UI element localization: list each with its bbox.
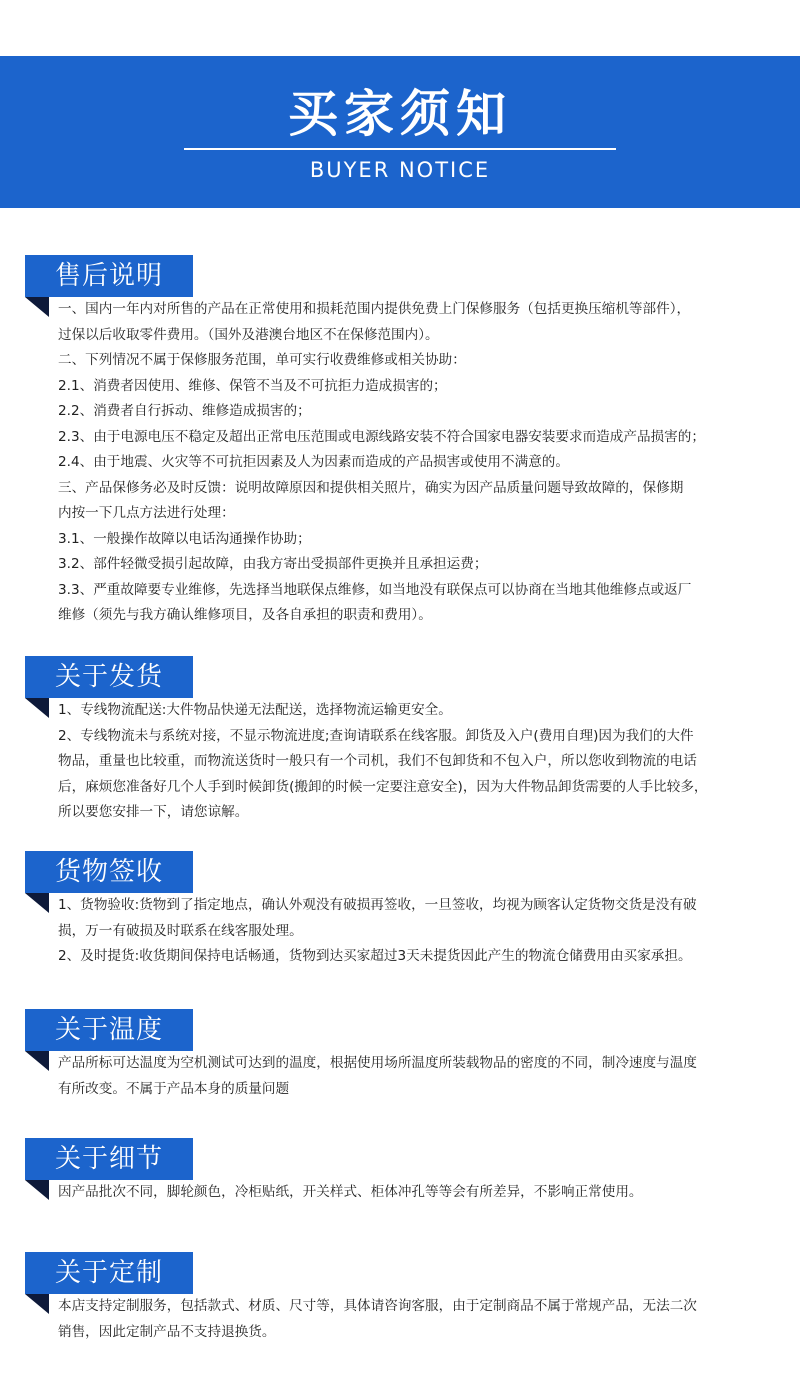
header-banner bbox=[0, 56, 800, 208]
section-title: 关于定制 bbox=[25, 1252, 193, 1294]
section-title: 关于细节 bbox=[25, 1138, 193, 1180]
section-body bbox=[58, 1294, 774, 1345]
paragraph-line: 1、货物验收:货物到了指定地点，确认外观没有破损再签收，一旦签收，均视为顾客认定货物交货是没有破 bbox=[58, 897, 697, 913]
ribbon-fold bbox=[25, 297, 49, 317]
paragraph-line: 销售，因此定制产品不支持退换货。 bbox=[58, 1323, 276, 1340]
paragraph-line: 因产品批次不同，脚轮颜色，冷柜贴纸，开关样式、柜体冲孔等等会有所差异，不影响正常使用。 bbox=[58, 1184, 643, 1200]
paragraph-line: 物品，重量也比较重，而物流送货时一般只有一个司机，我们不包卸货和不包入户，所以您收到物流的电话 bbox=[58, 753, 697, 769]
section-body bbox=[58, 1180, 774, 1206]
paragraph-line: 2、专线物流未与系统对接，不显示物流进度;查询请联系在线客服。卸货及入户(费用自理)因为我们的大件 bbox=[58, 727, 694, 744]
paragraph-line: 内按一下几点方法进行处理： bbox=[58, 505, 235, 521]
section-body bbox=[58, 698, 774, 826]
paragraph-line: 2.3、由于电源电压不稳定及超出正常电压范围或电源线路安装不符合国家电器安装要求而造成产品损害的； bbox=[58, 428, 705, 445]
ribbon-fold bbox=[25, 1180, 49, 1200]
page-title: 买家须知 bbox=[288, 85, 512, 143]
section-details bbox=[25, 1138, 775, 1226]
paragraph-line: 2、及时提货:收货期间保持电话畅通，货物到达买家超过3天未提货因此产生的物流仓储费用由买家承担。 bbox=[58, 948, 692, 964]
paragraph-line: 3.3、严重故障要专业维修，先选择当地联保点维修，如当地没有联保点可以协商在当地其他维修点或返厂 bbox=[58, 581, 692, 598]
section-title: 关于温度 bbox=[25, 1009, 193, 1051]
section-body bbox=[58, 297, 774, 629]
paragraph-line: 维修（须先与我方确认维修项目，及各自承担的职责和费用）。 bbox=[58, 607, 432, 623]
ribbon-fold bbox=[25, 1051, 49, 1071]
title-divider bbox=[184, 148, 616, 150]
paragraph-line: 2.4、由于地震、火灾等不可抗拒因素及人为因素而造成的产品损害或使用不满意的。 bbox=[58, 454, 569, 470]
paragraph-line: 本店支持定制服务，包括款式、材质、尺寸等，具体请咨询客服，由于定制商品不属于常规产品，无法二次 bbox=[58, 1298, 697, 1314]
paragraph-line: 1、专线物流配送:大件物品快递无法配送，选择物流运输更安全。 bbox=[58, 702, 452, 718]
paragraph-line: 后，麻烦您准备好几个人手到时候卸货(搬卸的时候一定要注意安全)，因为大件物品卸货需要的人手比较多， bbox=[58, 778, 708, 795]
page-subtitle: BUYER NOTICE bbox=[309, 158, 491, 182]
section-title: 售后说明 bbox=[25, 255, 193, 297]
section-title: 货物签收 bbox=[25, 851, 193, 893]
paragraph-line: 三、产品保修务必及时反馈：说明故障原因和提供相关照片，确实为因产品质量问题导致故障的，保修期 bbox=[58, 479, 684, 496]
paragraph-line: 损，万一有破损及时联系在线客服处理。 bbox=[58, 922, 303, 939]
ribbon-fold bbox=[25, 893, 49, 913]
ribbon-fold bbox=[25, 698, 49, 718]
paragraph-line: 产品所标可达温度为空机测试可达到的温度，根据使用场所温度所装载物品的密度的不同，制冷速度与温度 bbox=[58, 1055, 697, 1071]
paragraph-line: 有所改变。不属于产品本身的质量问题 bbox=[58, 1080, 290, 1097]
section-temperature bbox=[25, 1009, 775, 1122]
section-body bbox=[58, 893, 774, 970]
paragraph-line: 3.2、部件轻微受损引起故障，由我方寄出受损部件更换并且承担运费； bbox=[58, 556, 488, 572]
section-body bbox=[58, 1051, 774, 1102]
paragraph-line: 二、下列情况不属于保修服务范围，单可实行收费维修或相关协助： bbox=[58, 352, 466, 368]
paragraph-line: 3.1、一般操作故障以电话沟通操作协助； bbox=[58, 530, 311, 547]
paragraph-line: 一、国内一年内对所售的产品在正常使用和损耗范围内提供免费上门保修服务（包括更换压缩机等部件）， bbox=[58, 301, 691, 317]
section-title: 关于发货 bbox=[25, 656, 193, 698]
ribbon-fold bbox=[25, 1294, 49, 1314]
section-after-sales bbox=[25, 255, 775, 649]
section-customization bbox=[25, 1252, 775, 1365]
section-receipt bbox=[25, 851, 775, 990]
paragraph-line: 2.1、消费者因使用、维修、保管不当及不可抗拒力造成损害的； bbox=[58, 377, 447, 394]
section-shipping bbox=[25, 656, 775, 846]
paragraph-line: 过保以后收取零件费用。（国外及港澳台地区不在保修范围内）。 bbox=[58, 326, 439, 343]
paragraph-line: 2.2、消费者自行拆动、维修造成损害的； bbox=[58, 403, 311, 419]
paragraph-line: 所以要您安排一下，请您谅解。 bbox=[58, 804, 249, 820]
